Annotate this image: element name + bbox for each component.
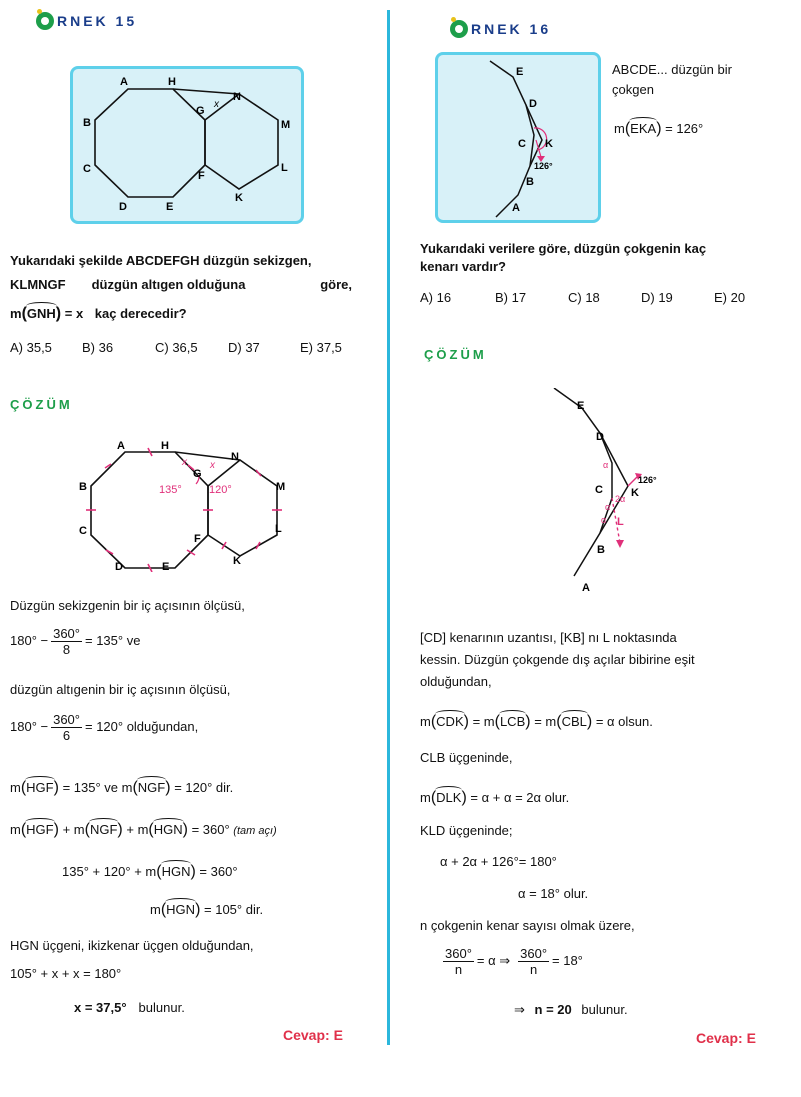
q16-options (420, 290, 770, 308)
sol16-label-k: K (631, 487, 639, 499)
s16-p4: m(DLK) = α + α = 2α olur. (420, 786, 569, 807)
s15-line1: Düzgün sekizgenin bir iç açısının ölçüsü, (10, 598, 245, 613)
q16-line2: kenarı vardır? (420, 259, 506, 274)
s16-p7: α = 18° olur. (518, 886, 589, 901)
sol-label-x2: x (210, 460, 215, 471)
s15-line9: HGN üçgeni, ikizkenar üçgen olduğundan, (10, 938, 254, 953)
q16-option-c[interactable]: C) 18 (568, 290, 600, 305)
sol-label-e: E (162, 561, 170, 572)
sol-label-m: M (276, 481, 286, 493)
s16-p10: ⇒ n = 20 bulunur. (514, 1002, 628, 1017)
sol-label-l: L (275, 523, 282, 535)
cevap-16: Cevap: E (696, 1030, 756, 1046)
q16-option-e[interactable]: E) 20 (714, 290, 746, 305)
s16-p5: KLD üçgeninde; (420, 823, 513, 838)
label-k: K (235, 192, 243, 204)
label-g: G (196, 105, 205, 117)
label-d: D (119, 201, 127, 213)
label-x: x (214, 99, 219, 110)
q15-line2: KLMNGF düzgün altıgen olduğuna göre, (10, 277, 352, 292)
s15-line11: x = 37,5° bulunur. (74, 1000, 185, 1015)
label16-b: B (526, 176, 534, 188)
q16-given-line1: ABCDE... düzgün bir (612, 62, 732, 77)
label-h: H (168, 76, 176, 88)
cevap-15: Cevap: E (283, 1027, 343, 1043)
q15-line1: Yukarıdaki şekilde ABCDEFGH düzgün sekizgen, (10, 253, 312, 268)
sol-label-c: C (79, 525, 87, 537)
polygon-sides (490, 61, 534, 217)
cozum-16-title: ÇÖZÜM (424, 347, 487, 362)
sol-hexagon-shape (208, 460, 277, 556)
q16-option-b[interactable]: B) 17 (495, 290, 527, 305)
sol16-alpha1: α (603, 460, 609, 470)
q16-given-line3: m(EKA) = 126° (614, 117, 703, 138)
q15-line3: m(GNH) = x kaç derecedir? (10, 302, 187, 323)
octagon-shape (95, 89, 205, 197)
sol16-label-l: L (617, 516, 624, 528)
ornek-15-header (36, 12, 137, 30)
cozum-15-title: ÇÖZÜM (10, 397, 73, 412)
sol-angle-135: 135° (159, 484, 182, 496)
sol16-label-e: E (577, 400, 585, 412)
ornek-o-icon (36, 12, 54, 30)
column-divider (387, 10, 390, 1045)
label-a: A (120, 76, 128, 88)
ornek-16-figure (435, 52, 601, 223)
label16-e: E (516, 66, 524, 78)
sol-label-h: H (161, 440, 169, 452)
q16-option-a[interactable]: A) 16 (420, 290, 452, 305)
q16-option-d[interactable]: D) 19 (641, 290, 673, 305)
ornek-16-title: RNEK 16 (471, 21, 552, 37)
s16-p1-line3: olduğundan, (420, 674, 492, 689)
label16-k: K (545, 138, 553, 150)
sol16-label-angle: 126° (638, 475, 657, 485)
sol-angle-120: 120° (209, 484, 232, 496)
label16-a: A (512, 202, 520, 214)
s16-p9: $\frac{360^\circ}{n}$ = α ⇒ $\frac{360^\circ}{n}$ = 18° (445, 946, 583, 977)
label-e: E (166, 201, 174, 213)
sol16-label-a: A (582, 582, 590, 594)
s16-p8: n çokgenin kenar sayısı olmak üzere, (420, 918, 635, 933)
segment-hn (173, 89, 239, 94)
sol-label-k: K (233, 555, 241, 567)
s16-p2: m(CDK) = m(LCB) = m(CBL) = α olsun. (420, 710, 653, 731)
label-f: F (198, 170, 205, 182)
sol16-label-d: D (596, 431, 604, 443)
ornek-15-title: RNEK 15 (57, 13, 138, 29)
s16-p6: α + 2α + 126°= 180° (440, 854, 557, 869)
sol16-2alpha: 2α (615, 494, 626, 504)
q15-options (10, 340, 360, 358)
label-c: C (83, 163, 91, 175)
q15-option-b[interactable]: B) 36 (82, 340, 114, 355)
sol16-alpha2: α (605, 502, 611, 512)
sol-label-b: B (79, 481, 87, 493)
sol-label-d: D (115, 561, 123, 572)
octagon-hexagon-figure (73, 69, 301, 221)
s15-line8: m(HGN) = 105° dir. (150, 898, 263, 919)
sol16-alpha3: α (601, 515, 607, 525)
polygon-16-figure (438, 55, 598, 220)
ornek-15-figure (70, 66, 304, 224)
q15-option-d[interactable]: D) 37 (228, 340, 260, 355)
sol-label-g: G (193, 468, 202, 480)
q16-given-line2: çokgen (612, 82, 654, 97)
sol16-label-b: B (597, 544, 605, 556)
q15-option-e[interactable]: E) 37,5 (300, 340, 342, 355)
label16-c: C (518, 138, 526, 150)
s16-p1-line2: kessin. Düzgün çokgende dış açılar bibirine eşit (420, 652, 695, 667)
label-l: L (281, 162, 288, 174)
label-n: N (233, 91, 241, 103)
q15-option-a[interactable]: A) 35,5 (10, 340, 52, 355)
ornek-16-header (450, 20, 551, 38)
ornek-o-icon (450, 20, 468, 38)
sol16-label-c: C (595, 484, 603, 496)
s15-line7: 135° + 120° + m(HGN) = 360° (62, 860, 238, 881)
s15-line10: 105° + x + x = 180° (10, 966, 122, 981)
s15-line3: düzgün altıgenin bir iç açısının ölçüsü, (10, 682, 231, 697)
solution-15-figure (75, 432, 305, 572)
sol-label-n: N (231, 451, 239, 463)
label-m: M (281, 119, 291, 131)
sol-label-x1: x (182, 457, 187, 468)
s15-line6: m(HGF) + m(NGF) + m(HGN) = 360° (tam açı) (10, 818, 277, 839)
s16-p3: CLB üçgeninde, (420, 750, 513, 765)
s16-p1-line1: [CD] kenarının uzantısı, [KB] nı L noktasında (420, 630, 677, 645)
s15-line5: m(HGF) = 135° ve m(NGF) = 120° dir. (10, 776, 233, 797)
solution-16-figure (540, 388, 700, 598)
label16-d: D (529, 98, 537, 110)
sol-label-a: A (117, 440, 125, 452)
s15-line2: 180° − $\frac{360^\circ}{8}$ = 135° ve (10, 626, 141, 657)
label-b: B (83, 117, 91, 129)
s15-line4: 180° − $\frac{360^\circ}{6}$ = 120° olduğundan, (10, 712, 199, 743)
q16-line1: Yukarıdaki verilere göre, düzgün çokgenin kaç (420, 241, 707, 256)
q15-option-c[interactable]: C) 36,5 (155, 340, 198, 355)
label16-angle: 126° (534, 161, 553, 171)
sol-label-f: F (194, 533, 201, 545)
